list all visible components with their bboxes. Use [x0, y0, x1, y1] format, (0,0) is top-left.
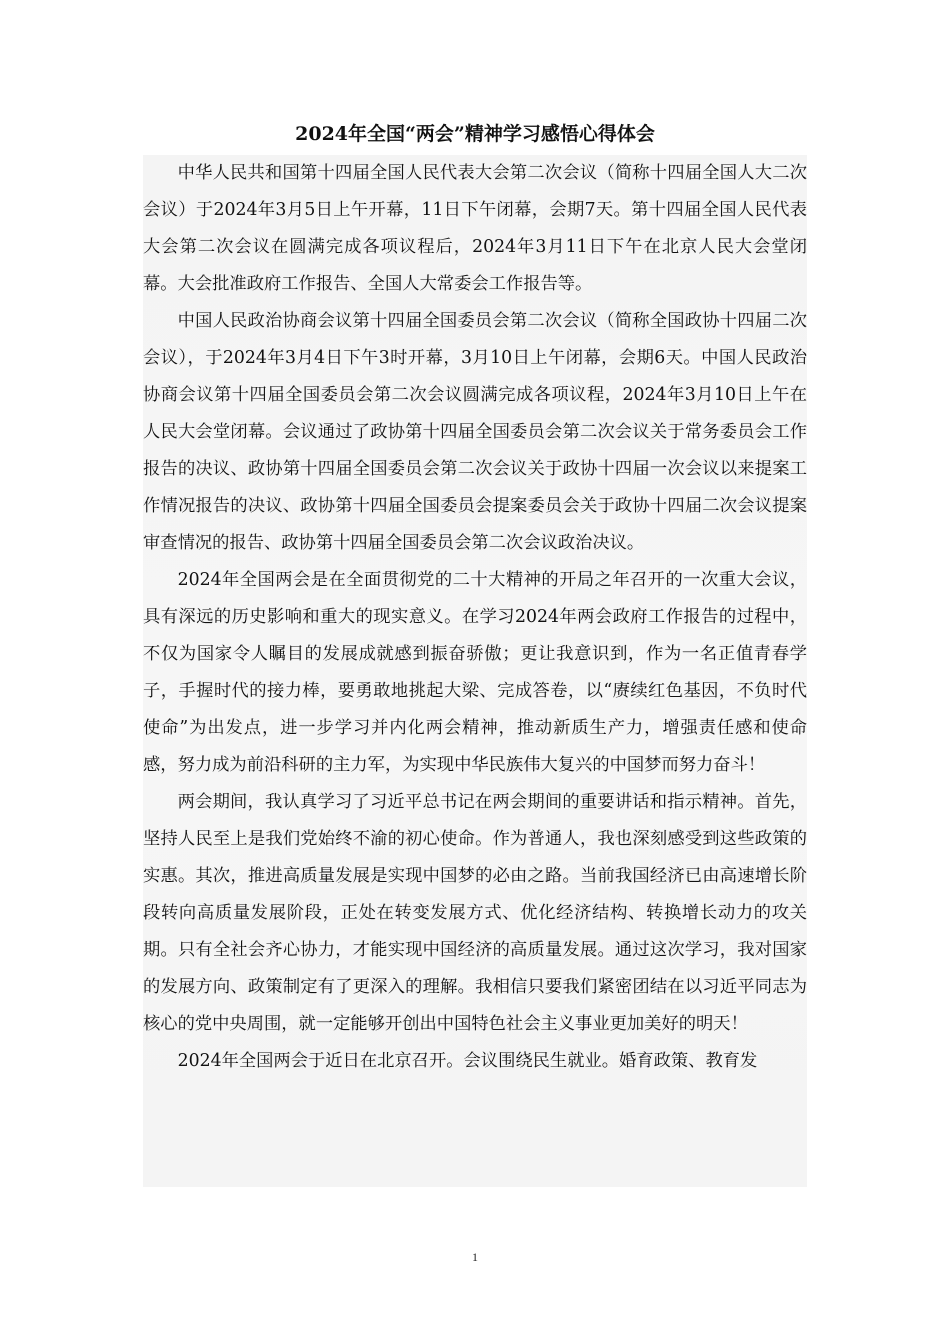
- paragraph-study-reflection: 两会期间，我认真学习了习近平总书记在两会期间的重要讲话和指示精神。首先，坚持人民至上是我们党始终不渝的初心使命。作为普通人，我也深刻感受到这些政策的实惠。其次，推进高质量发展是实现中国梦的必由之路。当前我国经济已由高速增长阶段转向高质量发展阶段，正处在转变发展方式、优化经济结构、转换增长动力的攻关期。只有全社会齐心协力，才能实现中国经济的高质量发展。通过这次学习，我对国家的发展方向、政策制定有了更深入的理解。我相信只要我们紧密团结在以习近平同志为核心的党中央周围，就一定能够开创出中国特色社会主义事业更加美好的明天！: [143, 792, 807, 1034]
- document-body: [143, 155, 807, 1187]
- document-title: 2024年全国“两会”精神学习感悟心得体会: [295, 123, 655, 145]
- paragraph-cppcc-session: 中国人民政治协商会议第十四届全国委员会第二次会议（简称全国政协十四届二次会议），于2024年3月4日下午3时开幕，3月10日上午闭幕，会期6天。中国人民政治协商会议第十四届全国委员会第二次会议圆满完成各项议程，2024年3月10日上午在人民大会堂闭幕。会议通过了政协第十四届全国委员会第二次会议关于常务委员会工作报告的决议、政协第十四届全国委员会第二次会议关于政协十四届一次会议以来提案工作情况报告的决议、政协第十四届全国委员会提案委员会关于政协十四届二次会议提案审查情况的报告、政协第十四届全国委员会第二次会议政治决议。: [143, 311, 807, 553]
- page-number: 1: [472, 1250, 478, 1264]
- paragraph-significance: 2024年全国两会是在全面贯彻党的二十大精神的开局之年召开的一次重大会议，具有深远的历史影响和重大的现实意义。在学习2024年两会政府工作报告的过程中，不仅为国家令人瞩目的发展成就感到振奋骄傲；更让我意识到，作为一名正值青春学子，手握时代的接力棒，要勇敢地挑起大梁、完成答卷，以“赓续红色基因，不负时代使命”为出发点，进一步学习并内化两会精神，推动新质生产力，增强责任感和使命感，努力成为前沿科研的主力军，为实现中华民族伟大复兴的中国梦而努力奋斗！: [143, 570, 807, 775]
- paragraph-continued: 2024年全国两会于近日在北京召开。会议围绕民生就业。婚育政策、教育发: [177, 1051, 758, 1071]
- paragraph-npc-session: 中华人民共和国第十四届全国人民代表大会第二次会议（简称十四届全国人大二次会议）于2024年3月5日上午开幕，11日下午闭幕，会期7天。第十四届全国人民代表大会第二次会议在圆满完成各项议程后，2024年3月11日下午在北京人民大会堂闭幕。大会批准政府工作报告、全国人大常委会工作报告等。: [143, 163, 807, 294]
